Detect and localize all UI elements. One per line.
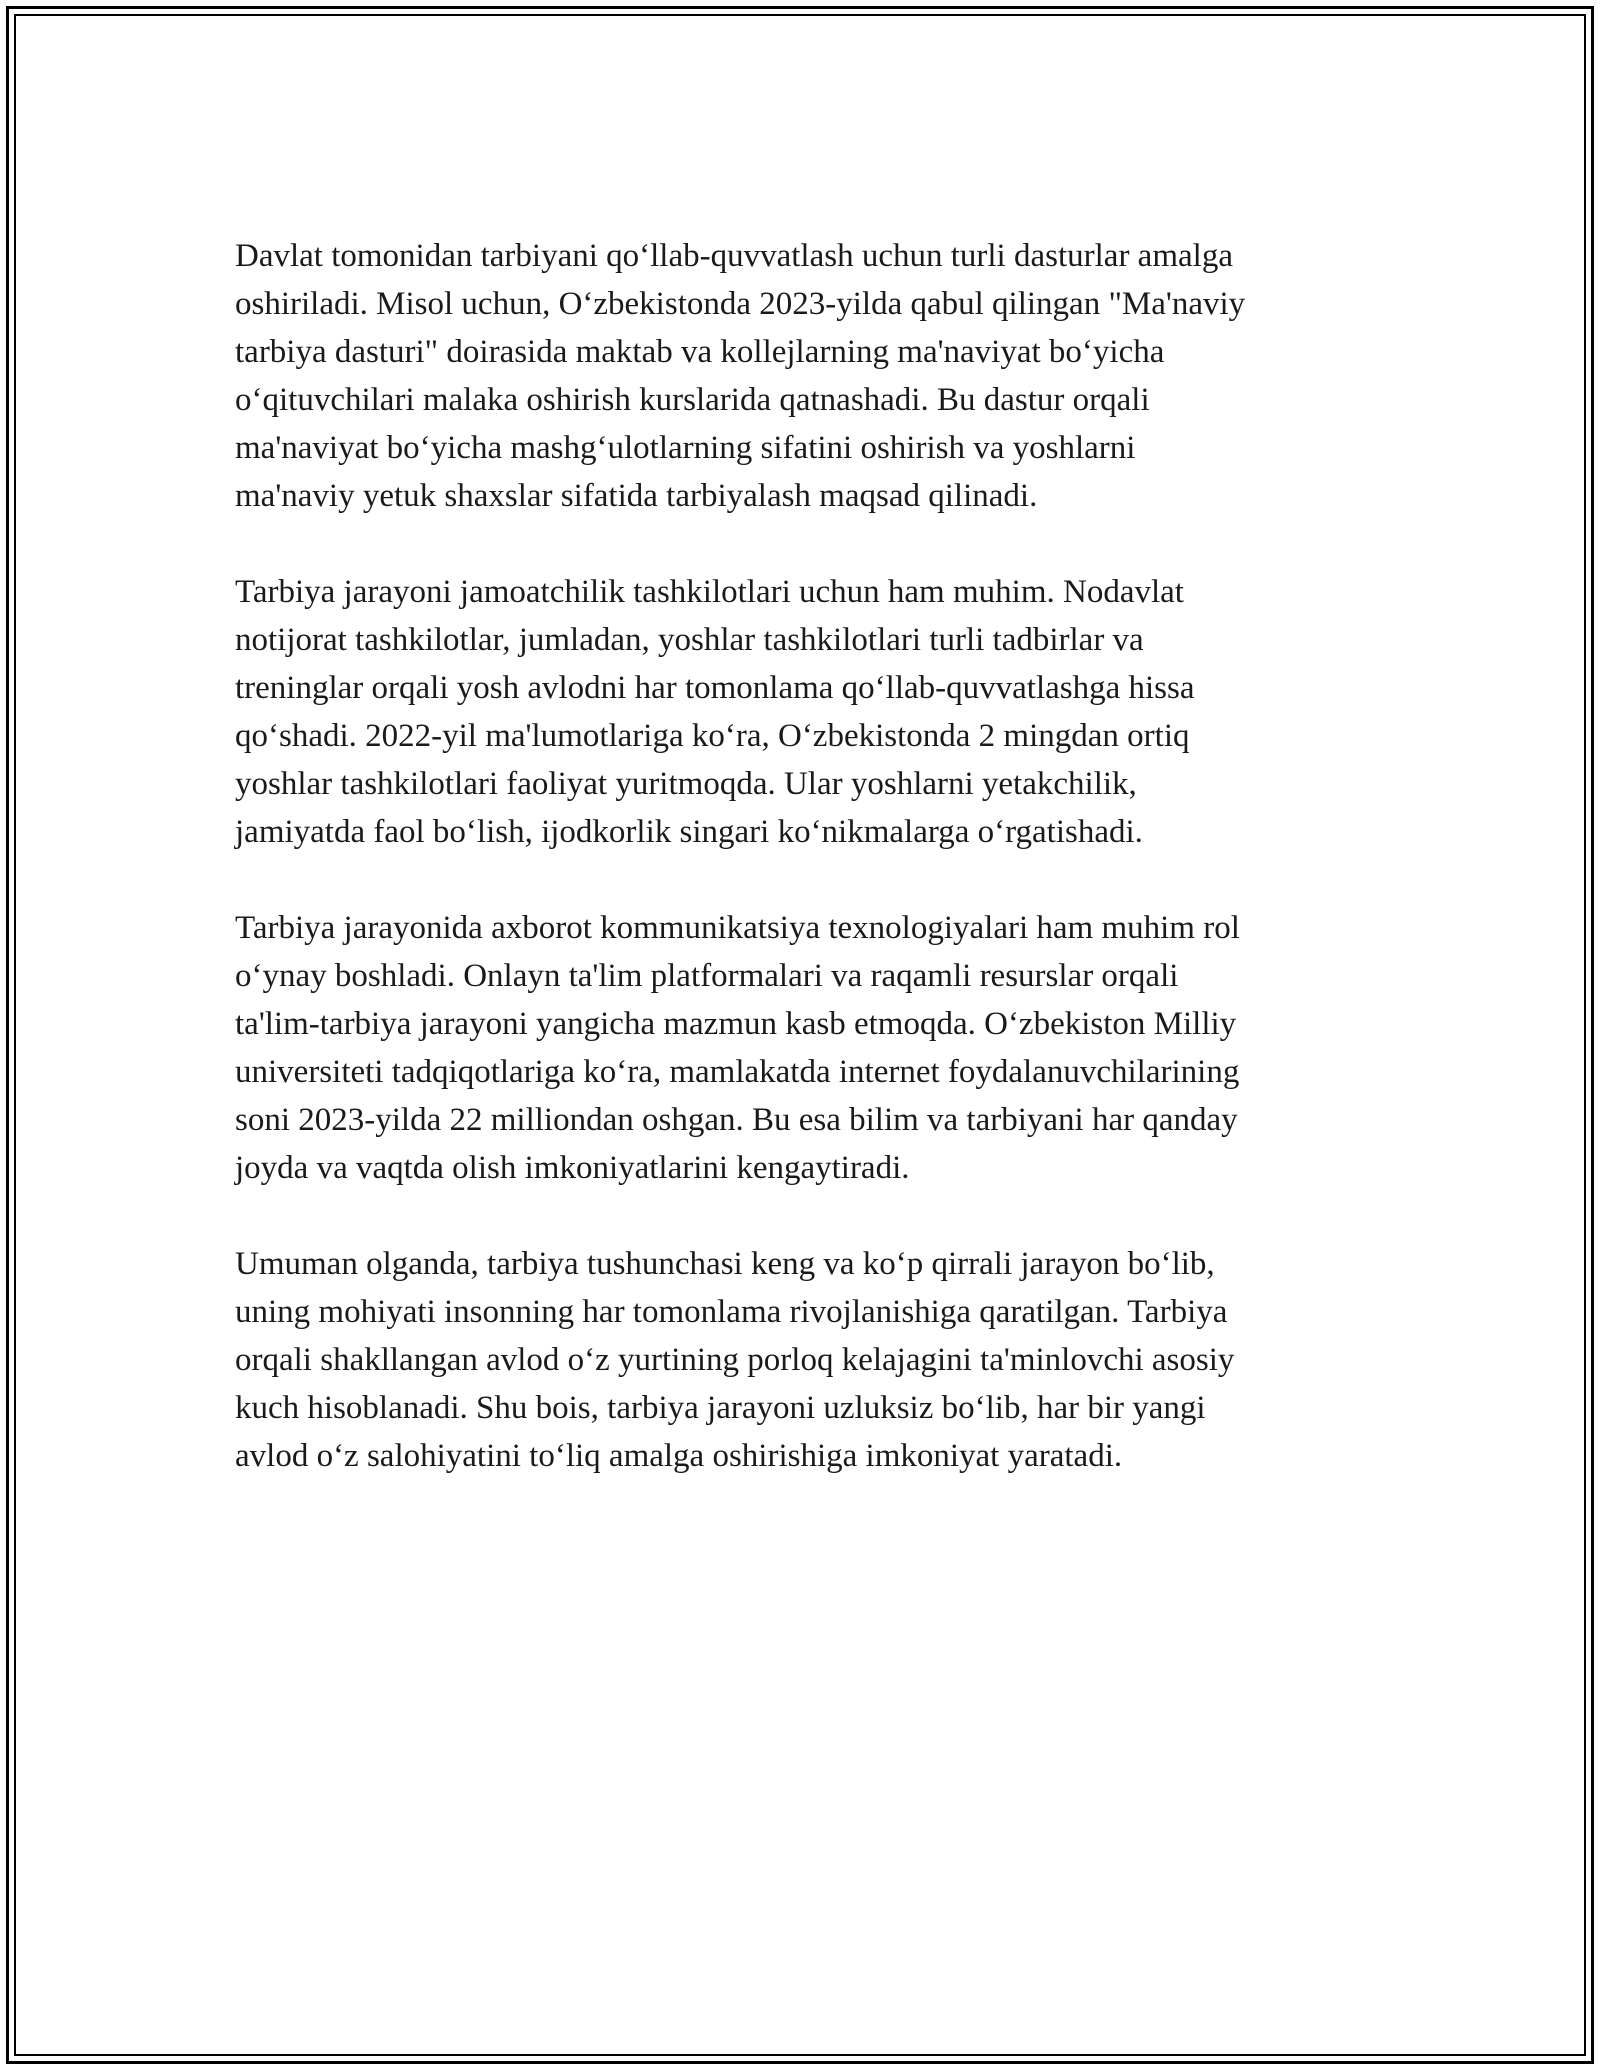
text-line: treninglar orqali yosh avlodni har tomonlama qoʻllab-quvvatlashga hissa — [235, 670, 1195, 706]
text-line: avlod oʻz salohiyatini toʻliq amalga oshirishiga imkoniyat yaratadi. — [235, 1438, 1123, 1474]
paragraph-3 — [235, 904, 1365, 1192]
text-line: ma'naviy yetuk shaxslar sifatida tarbiyalash maqsad qilinadi. — [235, 478, 1038, 514]
text-line: oʻqituvchilari malaka oshirish kurslarida qatnashadi. Bu dastur orqali — [235, 382, 1150, 418]
text-line: Tarbiya jarayoni jamoatchilik tashkilotlari uchun ham muhim. Nodavlat — [235, 574, 1184, 610]
text-line: qoʻshadi. 2022-yil ma'lumotlariga koʻra, Oʻzbekistonda 2 mingdan ortiq — [235, 718, 1190, 754]
paragraph-2 — [235, 568, 1365, 856]
text-line: universiteti tadqiqotlariga koʻra, mamlakatda internet foydalanuvchilarining — [235, 1054, 1240, 1090]
text-line: kuch hisoblanadi. Shu bois, tarbiya jarayoni uzluksiz boʻlib, har bir yangi — [235, 1390, 1206, 1426]
text-line: oʻynay boshladi. Onlayn ta'lim platformalari va raqamli resurslar orqali — [235, 958, 1179, 994]
text-line: soni 2023-yilda 22 milliondan oshgan. Bu esa bilim va tarbiyani har qanday — [235, 1102, 1238, 1138]
text-line: jamiyatda faol boʻlish, ijodkorlik singari koʻnikmalarga oʻrgatishadi. — [235, 814, 1143, 850]
text-line: oshiriladi. Misol uchun, Oʻzbekistonda 2023-yilda qabul qilingan "Ma'naviy — [235, 286, 1246, 322]
text-line: Tarbiya jarayonida axborot kommunikatsiya texnologiyalari ham muhim rol — [235, 910, 1240, 946]
text-line: orqali shakllangan avlod oʻz yurtining porloq kelajagini ta'minlovchi asosiy — [235, 1342, 1235, 1378]
paragraph-1 — [235, 232, 1365, 520]
text-line: notijorat tashkilotlar, jumladan, yoshlar tashkilotlari turli tadbirlar va — [235, 622, 1144, 658]
text-line: Umuman olganda, tarbiya tushunchasi keng va koʻp qirrali jarayon boʻlib, — [235, 1246, 1215, 1282]
text-line: Davlat tomonidan tarbiyani qoʻllab-quvvatlash uchun turli dasturlar amalga — [235, 238, 1233, 274]
paragraph-4 — [235, 1240, 1365, 1480]
text-line: ta'lim-tarbiya jarayoni yangicha mazmun kasb etmoqda. Oʻzbekiston Milliy — [235, 1006, 1237, 1042]
document-body — [235, 232, 1365, 1528]
text-line: ma'naviyat boʻyicha mashgʻulotlarning sifatini oshirish va yoshlarni — [235, 430, 1136, 466]
text-line: joyda va vaqtda olish imkoniyatlarini kengaytiradi. — [235, 1150, 910, 1186]
text-line: uning mohiyati insonning har tomonlama rivojlanishiga qaratilgan. Tarbiya — [235, 1294, 1228, 1330]
text-line: yoshlar tashkilotlari faoliyat yuritmoqda. Ular yoshlarni yetakchilik, — [235, 766, 1137, 802]
text-line: tarbiya dasturi" doirasida maktab va kollejlarning ma'naviyat boʻyicha — [235, 334, 1165, 370]
